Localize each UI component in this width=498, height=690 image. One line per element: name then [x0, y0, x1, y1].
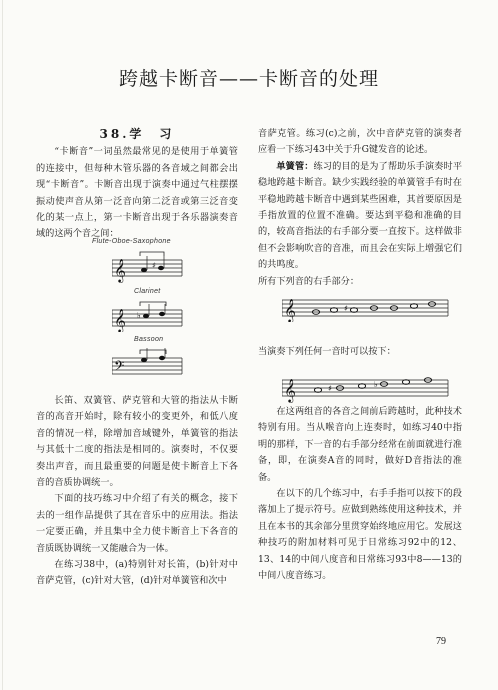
left-paragraph-4: 在练习38中，(a)特别针对长笛，(b)针对中音萨克管，(c)针对大管，(d)针对单簧管和次中 [36, 559, 238, 587]
page-edge [2, 0, 3, 690]
svg-text:♭: ♭ [374, 380, 378, 389]
left-paragraph-2: 长笛、双簧管、萨克管和大管的指法从卡断音的高音开始时，除有较小的变更外，和低八度音的情况一样，除增加音域键外，单簧管的指法与其低十二度的指法是相同的。演奏时，不仅要奏出声音，而且最重要的问题是使卡断音上下各音的音质协调统一。 [36, 395, 238, 489]
right-paragraph-6: 在以下的几个练习中，右手手指可以按下的段落加上了提示符号。应做到熟练使用这种技术，并且在本书的其余部分里贯穿始终地应用它。发展这种技巧的附加材料可见于日常练习92中的12、13、14的中间八度音和日常练习93中8——13的中间八度音练习。 [258, 488, 462, 582]
right-paragraph-4-wrap [258, 344, 462, 360]
svg-text:♯: ♯ [328, 384, 332, 393]
svg-text:♯: ♯ [344, 304, 348, 313]
page-number: 79 [436, 636, 446, 647]
figure-caption-clarinet: Clarinet [134, 288, 161, 295]
right-paragraph-4: 当演奏下列任何一音时可以按下： [258, 346, 396, 357]
left-column-bottom [36, 393, 238, 590]
figure-caption-bassoon: Bassoon [134, 336, 164, 343]
left-column-top [36, 126, 238, 243]
right-paragraph-3: 所有下列音的右手部分： [258, 275, 360, 287]
music-staff-flute [112, 250, 184, 284]
svg-text:𝄞: 𝄞 [284, 378, 296, 402]
svg-text:♭: ♭ [137, 311, 141, 320]
svg-text:♯: ♯ [152, 261, 156, 270]
music-staff-bassoon [112, 346, 184, 380]
svg-text:𝄢: 𝄢 [114, 358, 125, 377]
music-staff-throat-notes [282, 370, 450, 404]
svg-text:𝄞: 𝄞 [114, 308, 126, 332]
section-heading: 38.学 习 [99, 127, 175, 141]
clarinet-lead: 单簧管： [276, 160, 314, 172]
left-paragraph-3: 下面的技巧练习中介绍了有关的概念，接下去的一组作品提供了其在音乐中的应用法。指法一定要正确，并且集中全力使卡断音上下各音的音质既协调统一又能融合为一体。 [36, 493, 238, 554]
left-paragraph-1: “卡断音”一词虽然最常见的是使用于单簧管的连接中，但每种木管乐器的各音域之间都会出现“卡断音”。卡断音出现于演奏中通过气柱摆摆振动使声音从第一泛音向第二泛音或第三泛音变化的某一点上，第一卡断音出现于各乐器演奏音域的这两个音之间： [36, 146, 238, 240]
figure-caption-flute: Flute-Oboe-Saxophone [92, 238, 171, 245]
right-column-bottom [258, 404, 462, 584]
right-paragraph-2 [258, 159, 462, 274]
svg-text:𝄞: 𝄞 [284, 298, 296, 322]
svg-text:𝄞: 𝄞 [114, 258, 126, 282]
right-paragraph-2-body: 练习的目的是为了帮助乐手演奏时平稳地跨越卡断音。缺少实践经验的单簧管手有时在平稳地跨越卡断音中遇到某些困难，其首要原因是手指放置的位置不准确。要达到平稳和准确的目的，较高音指法的右手部分要一直按下。这样做非但不会影响吹音的音准，而且会在实际上增强它们的共鸣度。 [258, 160, 463, 271]
page-title: 跨越卡断音——卡断音的处理 [118, 68, 379, 90]
right-column-top [258, 126, 462, 290]
right-paragraph-1: 音萨克管。练习(c)之前，次中音萨克管的演奏者应看一下练习43中关于升G键发音的论述。 [258, 128, 462, 156]
music-staff-clarinet [112, 298, 184, 332]
music-staff-right-hand-notes [282, 292, 450, 322]
right-paragraph-5: 在这两组音的各音之间前后跨越时，此种技术特别有用。当从喉音向上连奏时，如练习40中指明的那样，下一音的右手部分经常在前面就进行准备，即，在演奏A音的同时，做好D音指法的准备。 [258, 406, 462, 483]
